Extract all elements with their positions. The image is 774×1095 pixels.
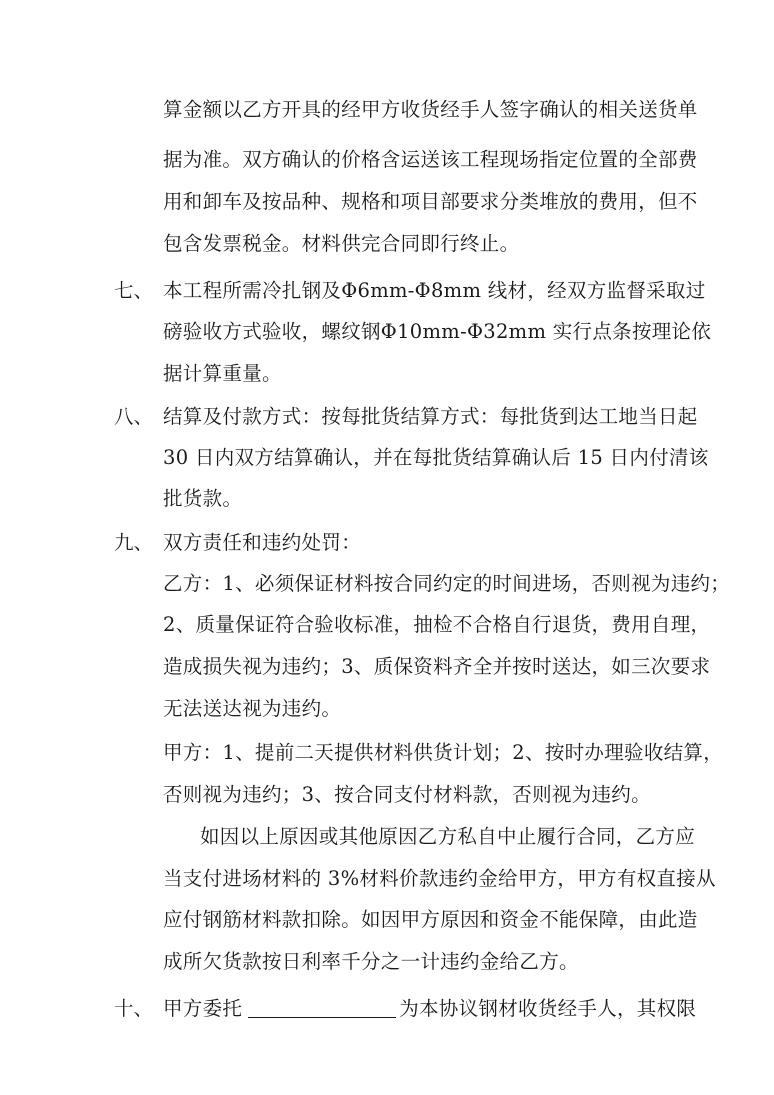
paragraph-line: 双方责任和违约处罚： [163, 531, 362, 554]
clause-number-seven: 七、 [114, 279, 154, 302]
paragraph-line: 成所欠货款按日利率千分之一计违约金给乙方。 [163, 950, 579, 973]
paragraph-line: 批货款。 [163, 487, 243, 510]
paragraph-line: 用和卸车及按品种、规格和项目部要求分类堆放的费用，但不 [163, 190, 698, 213]
paragraph-line: 据为准。双方确认的价格含运送该工程现场指定位置的全部费 [163, 148, 698, 171]
clause-ten-after: 为本协议钢材收货经手人，其权限 [399, 997, 697, 1020]
paragraph-line: 如因以上原因或其他原因乙方私自中止履行合同，乙方应 [200, 825, 696, 848]
paragraph-line: 本工程所需冷扎钢及Φ6mm-Φ8mm 线材，经双方监督采取过 [163, 279, 706, 302]
clause-number-eight: 八、 [114, 405, 154, 428]
paragraph-line: 包含发票税金。材料供完合同即行终止。 [163, 232, 520, 255]
clause-ten-before: 甲方委托 [163, 997, 243, 1020]
paragraph-line: 乙方：1、必须保证材料按合同约定的时间进场，否则视为违约； [163, 572, 731, 595]
paragraph-line: 否则视为违约；3、按合同支付材料款，否则视为违约。 [163, 783, 651, 806]
delegate-name-blank[interactable] [248, 997, 396, 1018]
paragraph-line: 结算及付款方式：按每批货结算方式：每批货到达工地当日起 [163, 405, 698, 428]
paragraph-line: 甲方：1、提前二天提供材料供货计划；2、按时办理验收结算， [163, 741, 724, 764]
paragraph-line: 应付钢筋材料款扣除。如因甲方原因和资金不能保障，由此造 [163, 908, 698, 931]
paragraph-line: 当支付进场材料的 3%材料价款违约金给甲方，甲方有权直接从 [163, 867, 716, 890]
clause-number-nine: 九、 [114, 531, 154, 554]
paragraph-line: 无法送达视为违约。 [163, 697, 342, 720]
paragraph-line: 算金额以乙方开具的经甲方收货经手人签字确认的相关送货单 [163, 98, 698, 121]
paragraph-line: 2、质量保证符合验收标准，抽检不合格自行退货，费用自理， [163, 613, 711, 636]
paragraph-line: 造成损失视为违约；3、质保资料齐全并按时送达，如三次要求 [163, 655, 711, 678]
clause-ten-line [163, 996, 697, 1022]
paragraph-line: 磅验收方式验收，螺纹钢Φ10mm-Φ32mm 实行点条按理论依 [163, 320, 712, 343]
clause-number-ten: 十、 [114, 997, 154, 1020]
paragraph-line: 据计算重量。 [163, 362, 282, 385]
paragraph-line: 30 日内双方结算确认，并在每批货结算确认后 15 日内付清该 [163, 446, 709, 469]
